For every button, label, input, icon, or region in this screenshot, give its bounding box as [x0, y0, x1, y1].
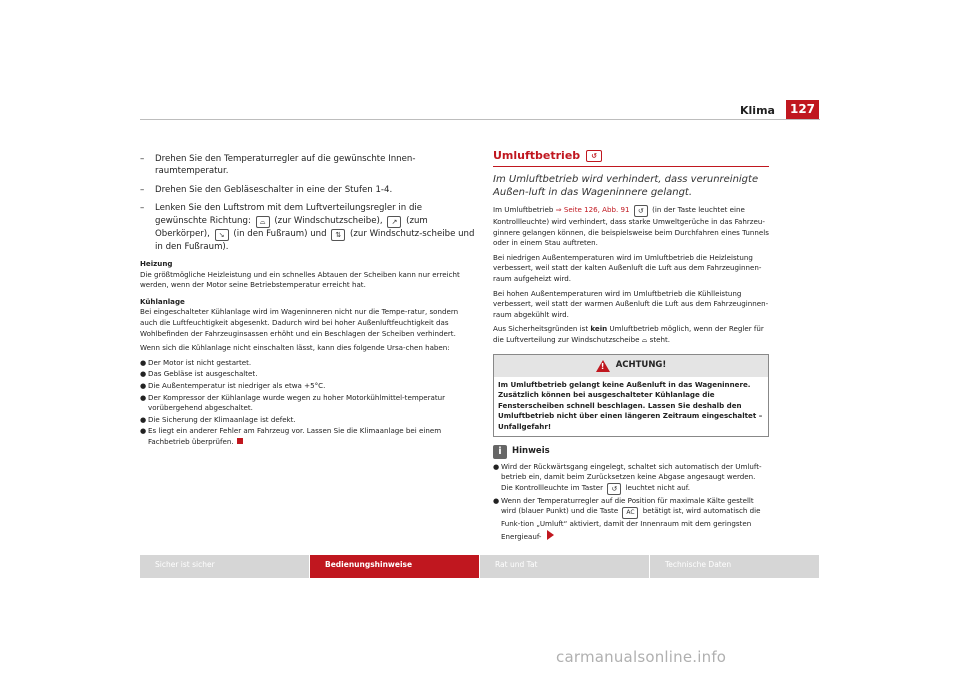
recirculation-icon: ↺ [634, 205, 648, 217]
section-heading [493, 150, 769, 162]
continue-arrow-icon [547, 530, 554, 540]
section-title: Umluftbetrieb [493, 148, 581, 162]
step-dash: – [140, 154, 145, 164]
page-number: 127 [786, 100, 819, 119]
right-column [493, 150, 769, 543]
windscreen-icon: ⌓ [641, 334, 648, 344]
tab-technische-daten[interactable]: Technische Daten [650, 555, 819, 578]
paragraph: Bei hohen Außentemperaturen wird im Umluftbetrieb die Kühlleistung verbessert, weil statt der warmen Außenluft die Luft aus dem Fahrzeuginnen-raum abgekühlt wird. [493, 288, 769, 319]
step-item [140, 184, 475, 196]
list-item: ● Der Motor ist nicht gestartet. [140, 357, 252, 367]
step-text: (zur Windschutzscheibe), [274, 215, 383, 226]
kuehlanlage-causes-intro: Wenn sich die Kühlanlage nicht einschalten lässt, kann dies folgende Ursa-chen haben: [140, 343, 450, 353]
tab-sicher-ist-sicher[interactable]: Sicher ist sicher [140, 555, 309, 578]
kuehlanlage-text: Bei eingeschalteter Kühlanlage wird im Wageninneren nicht nur die Tempe-ratur, sondern auch die Luftfeuchtigkeit abgesenkt. Dadurch wird bei hoher Außenluftfeuchtigkeit das Wohlbefinden der Fahrzeuginsassen erhöht und ein Beschlagen der Scheiben verhindert. [140, 307, 459, 338]
section-intro: Im Umluftbetrieb wird verhindert, dass verunreinigte Außen-luft in das Wageninnere gelangt. [493, 174, 759, 198]
warning-box [493, 354, 769, 437]
heizung-text: Die größtmögliche Heizleistung und ein schnelles Abtauen der Scheiben kann nur erreicht werden, wenn der Motor seine Betriebstemperatur erreicht hat. [140, 269, 460, 290]
list-item: ● Der Kompressor der Kühlanlage wurde wegen zu hoher Motorkühlmittel-temperatur vorübergehend abgeschaltet. [140, 392, 446, 413]
list-item: ● Die Außentemperatur ist niedriger als etwa +5°C. [140, 380, 326, 390]
tab-rat-und-tat[interactable]: Rat und Tat [480, 555, 649, 578]
step-item [140, 153, 475, 178]
page-reference-link[interactable]: ⇒ Seite 126, Abb. 91 [555, 205, 630, 214]
paragraph: Aus Sicherheitsgründen ist kein Umluftbetrieb möglich, wenn der Regler für die Luftverteilung zur Windschutzscheibe ⌓ steht. [493, 324, 764, 344]
step-dash: – [140, 203, 145, 214]
list-item: ● Es liegt ein anderer Fehler am Fahrzeug vor. Lassen Sie die Klimaanlage bei einem Fachbetrieb überprüfen. [140, 426, 442, 446]
section-divider [493, 166, 769, 167]
warning-title: ACHTUNG! [615, 360, 667, 371]
step-text: Lenken Sie den Luftstrom mit dem Luftverteilungsregler in die gewünschte Richtung: [155, 203, 423, 226]
step-text: (in den Fußraum) und [233, 228, 327, 239]
paragraph: Im Umluftbetrieb ⇒ Seite 126, Abb. 91 ↺ (in der Taste leuchtet eine Kontrollleuchte) wird verhindert, dass starke Umweltgerüche in das Fahrzeu-ginnere gelangen können, die beispielsweise beim Durchfahren eines Tunnels oder in einem Stau auftreten. [493, 205, 769, 248]
paragraph: Bei niedrigen Außentemperaturen wird im Umluftbetrieb die Heizleistung verbessert, weil statt der kalten Außenluft die Luft aus dem Fahrzeuginnen-raum aufgeheizt wird. [493, 252, 762, 283]
list-item: ● Wenn der Temperaturregler auf die Position für maximale Kälte gestellt wird (blauer Punkt) und die Taste AC betätigt ist, wird automatisch die Funk-tion „Umluft“ aktiviert, damit der Innenraum mit dem geringsten Energieauf- [493, 495, 761, 541]
chapter-title: Klima [740, 104, 775, 117]
step-item [140, 202, 475, 253]
tab-bedienungshinweise[interactable]: Bedienungshinweise [310, 555, 479, 578]
list-item: ● Wird der Rückwärtsgang eingelegt, schaltet sich automatisch der Umluft-betrieb ein, damit beim Zurücksetzen keine Abgase angesaugt werden. Die Kontrollleuchte im Taster ↺ leuchtet nicht auf. [493, 461, 762, 493]
footer-nav [140, 555, 820, 578]
info-icon: i [493, 445, 507, 459]
heizung-heading: Heizung [140, 259, 173, 269]
recirculation-icon: ↺ [586, 150, 602, 162]
step-text: (zum Oberkörper), [155, 215, 428, 239]
list-item: ● Das Gebläse ist ausgeschaltet. [140, 369, 258, 379]
list-item: ● Die Sicherung der Klimaanlage ist defekt. [140, 414, 296, 424]
step-text: Drehen Sie den Temperaturregler auf die gewünschte Innen-raumtemperatur. [155, 154, 416, 177]
step-text: Drehen Sie den Gebläseschalter in eine der Stufen 1-4. [155, 184, 393, 195]
left-column [140, 153, 475, 449]
warning-triangle-icon: ! [596, 360, 610, 372]
windscreen-footwell-icon: ⇅ [331, 229, 345, 241]
windscreen-icon: ⌓ [256, 216, 270, 228]
section-end-marker [237, 438, 243, 444]
warning-text: Im Umluftbetrieb gelangt keine Außenluft in das Wageninnere. Zusätzlich können bei ausgeschalteter Kühlanlage die Fensterscheiben schnell beschlagen. Lassen Sie deshalb den Umluftbetrieb nicht über einen längeren Zeitraum eingeschaltet – Unfallgefahr! [498, 379, 763, 431]
watermark: carmanualsonline.info [556, 648, 727, 666]
step-dash: – [140, 184, 145, 195]
footwell-icon: ↘ [215, 229, 229, 241]
recirculation-icon: ↺ [607, 483, 621, 495]
header-divider [140, 119, 820, 120]
kuehlanlage-heading: Kühlanlage [140, 296, 185, 306]
note-title: Hinweis [512, 446, 550, 457]
step-text: (zur Windschutz-scheibe und in den Fußraum). [155, 228, 475, 252]
warning-header [494, 355, 768, 377]
ac-button-icon: AC [622, 507, 638, 519]
upper-body-icon: ↗ [387, 216, 401, 228]
note-header [493, 445, 769, 459]
